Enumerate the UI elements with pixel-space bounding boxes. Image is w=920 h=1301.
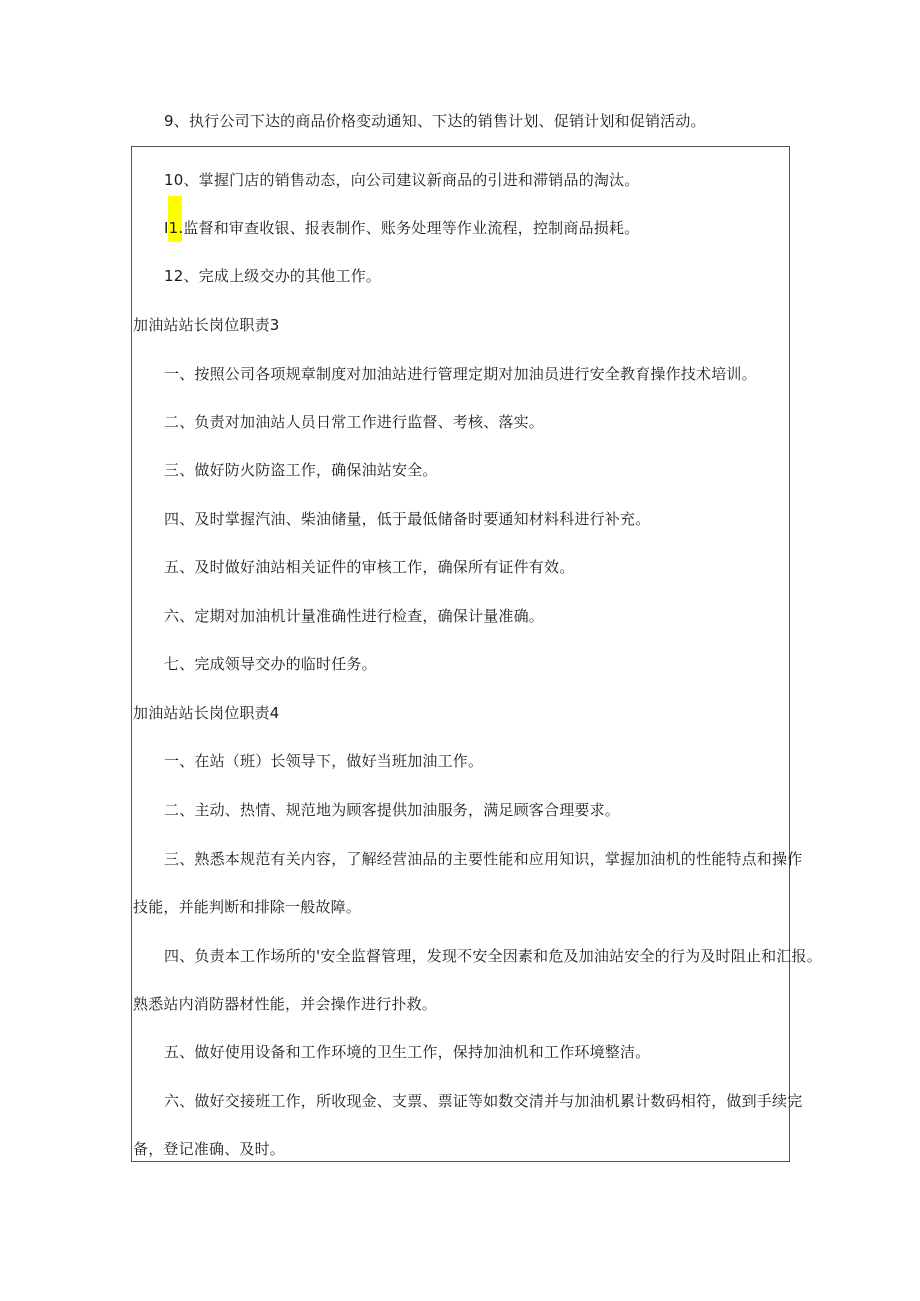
section4-item-3-line1: 三、熟悉本规范有关内容，了解经营油品的主要性能和应用知识，掌握加油机的性能特点和操作 <box>164 850 803 868</box>
section4-item-4-line1: 四、负责本工作场所的'安全监督管理，发现不安全因素和危及加油站安全的行为及时阻止和汇报。 <box>164 947 822 965</box>
section3-item-7: 七、完成领导交办的临时任务。 <box>164 655 377 673</box>
section3-item-1: 一、按照公司各项规章制度对加油站进行管理定期对加油员进行安全教育操作技术培训。 <box>164 365 757 383</box>
section4-item-2: 二、主动、热情、规范地为顾客提供加油服务，满足顾客合理要求。 <box>164 801 621 819</box>
list-item-11: I1.监督和审查收银、报表制作、账务处理等作业流程，控制商品损耗。 <box>164 219 640 237</box>
section4-item-6-line1: 六、做好交接班工作，所收现金、支票、票证等如数交清并与加油机累计数码相符，做到手续完 <box>164 1092 803 1110</box>
section4-item-3-line2: 技能，并能判断和排除一般故障。 <box>133 898 362 916</box>
section4-item-6-line2: 备，登记准确、及时。 <box>133 1140 286 1158</box>
section3-item-2: 二、负责对加油站人员日常工作进行监督、考核、落实。 <box>164 413 545 431</box>
list-item-9: 9、执行公司下达的商品价格变动通知、下达的销售计划、促销计划和促销活动。 <box>164 112 706 130</box>
section-title-3: 加油站站长岗位职责3 <box>133 316 280 334</box>
section3-item-3: 三、做好防火防盗工作，确保油站安全。 <box>164 461 438 479</box>
section3-item-6: 六、定期对加油机计量准确性进行检查，确保计量准确。 <box>164 607 545 625</box>
section4-item-1: 一、在站（班）长领导下，做好当班加油工作。 <box>164 752 484 770</box>
list-item-12: 12、完成上级交办的其他工作。 <box>164 267 382 285</box>
section-title-4: 加油站站长岗位职责4 <box>133 704 280 722</box>
section3-item-5: 五、及时做好油站相关证件的审核工作，确保所有证件有效。 <box>164 558 575 576</box>
section4-item-4-line2: 熟悉站内消防器材性能，并会操作进行扑救。 <box>133 995 438 1013</box>
section3-item-4: 四、及时掌握汽油、柴油储量，低于最低储备时要通知材料科进行补充。 <box>164 510 651 528</box>
list-item-10: 10、掌握门店的销售动态，向公司建议新商品的引进和滞销品的淘汰。 <box>164 171 640 189</box>
section4-item-5: 五、做好使用设备和工作环境的卫生工作，保持加油机和工作环境整洁。 <box>164 1043 651 1061</box>
